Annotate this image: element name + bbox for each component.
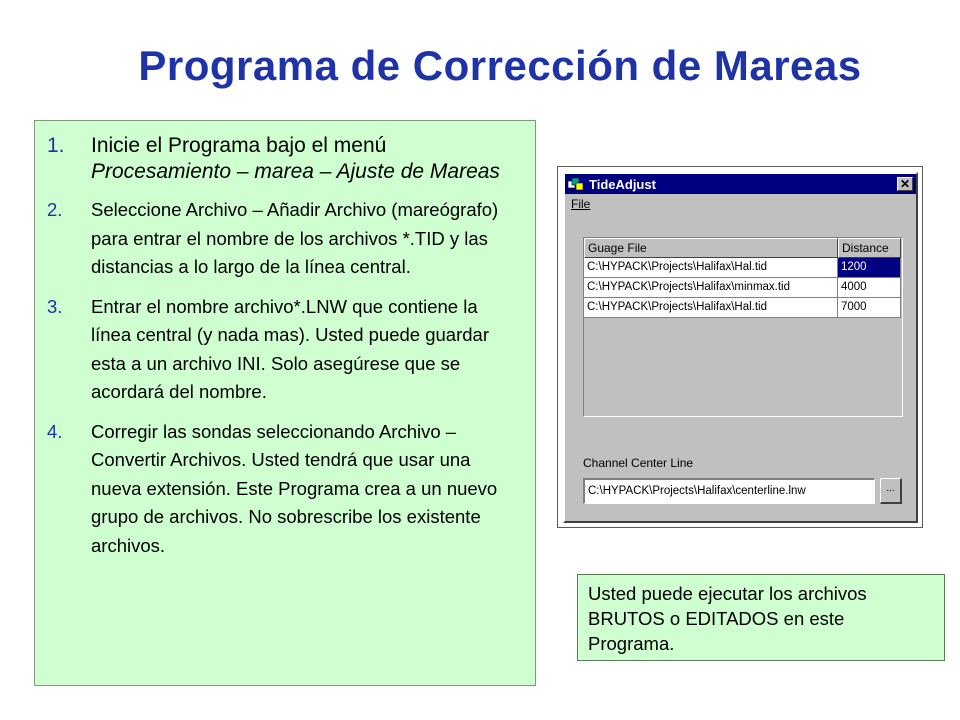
table-row[interactable] bbox=[584, 278, 902, 298]
step-text: Seleccione Archivo – Añadir Archivo (mareógrafo) para entrar el nombre de los archivos *.TID y las distancias a lo largo de la línea central. bbox=[91, 199, 499, 277]
step-number: 4. bbox=[47, 420, 63, 442]
gauge-file-cell[interactable]: C:\HYPACK\Projects\Halifax\minmax.tid bbox=[584, 278, 838, 298]
step-4 bbox=[47, 418, 521, 561]
step-text-menu-path: Procesamiento – marea – Ajuste de Mareas bbox=[91, 160, 500, 183]
note-box: Usted puede ejecutar los archivos BRUTOS o EDITADOS en este Programa. bbox=[577, 574, 945, 661]
distance-cell[interactable]: 1200 bbox=[838, 258, 901, 278]
grid-header bbox=[584, 238, 902, 258]
step-text-plain: Inicie el Programa bajo el menú bbox=[91, 134, 387, 157]
distance-cell[interactable]: 4000 bbox=[838, 278, 901, 298]
channel-center-line-field[interactable]: C:\HYPACK\Projects\Halifax\centerline.lnw bbox=[583, 478, 875, 504]
column-header-distance[interactable]: Distance bbox=[838, 238, 901, 258]
title-bar[interactable] bbox=[565, 174, 916, 194]
step-number: 3. bbox=[47, 295, 63, 317]
distance-cell[interactable]: 7000 bbox=[838, 298, 901, 318]
step-number: 2. bbox=[47, 199, 63, 220]
screenshot-frame bbox=[557, 166, 923, 528]
browse-button[interactable]: ... bbox=[880, 478, 902, 504]
window-title: TideAdjust bbox=[589, 176, 656, 192]
step-1 bbox=[47, 133, 521, 185]
steps-list bbox=[35, 121, 535, 560]
table-row[interactable] bbox=[584, 298, 902, 318]
menu-file[interactable]: File bbox=[571, 197, 591, 211]
slide-title: Programa de Corrección de Mareas bbox=[138, 42, 862, 89]
channel-center-line-label: Channel Center Line bbox=[583, 456, 694, 470]
gauge-file-cell[interactable]: C:\HYPACK\Projects\Halifax\Hal.tid bbox=[584, 258, 838, 278]
step-3 bbox=[47, 293, 521, 407]
steps-panel bbox=[34, 120, 536, 686]
step-2 bbox=[47, 196, 521, 282]
tideadjust-window bbox=[563, 172, 918, 523]
gauge-file-cell[interactable]: C:\HYPACK\Projects\Halifax\Hal.tid bbox=[584, 298, 838, 318]
step-number: 1. bbox=[47, 134, 65, 157]
column-header-gauge-file[interactable]: Guage File bbox=[584, 238, 838, 258]
app-icon bbox=[568, 177, 584, 191]
step-text: Entrar el nombre archivo*.LNW que contiene la línea central (y nada mas). Usted puede guardar esta a un archivo INI. Solo asegúrese que se acordará del nombre. bbox=[91, 295, 489, 402]
table-row[interactable] bbox=[584, 258, 902, 278]
menu-bar bbox=[565, 194, 916, 214]
step-text: Corregir las sondas seleccionando Archivo – Convertir Archivos. Usted tendrá que usar una nueva extensión. Este Programa crea a un nuevo grupo de archivos. No sobrescribe los existente archivos. bbox=[91, 420, 498, 556]
close-button[interactable]: ✕ bbox=[897, 177, 913, 191]
gauge-file-grid[interactable] bbox=[583, 237, 903, 417]
step-text bbox=[91, 133, 521, 185]
